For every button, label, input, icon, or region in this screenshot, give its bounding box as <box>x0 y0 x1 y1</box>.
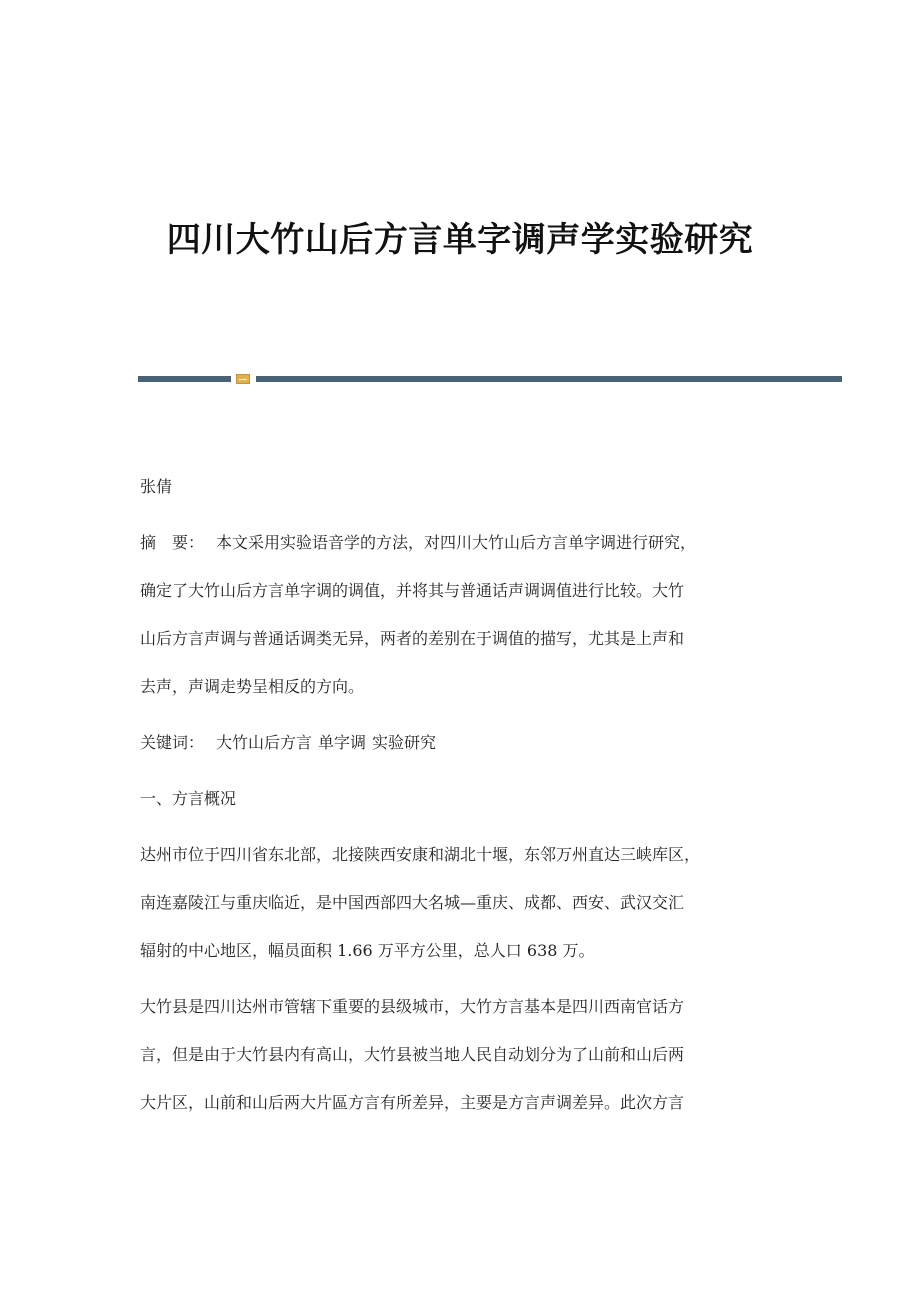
paragraph-line: 辐射的中心地区，幅员面积 1.66 万平方公里，总人口 638 万。 <box>140 941 595 960</box>
abstract-text-line: 确定了大竹山后方言单字调的调值，并将其与普通话声调调值进行比较。大竹 <box>140 581 685 600</box>
section-heading: 一、方言概况 <box>140 789 237 808</box>
author-name: 张倩 <box>140 477 173 496</box>
divider-left-bar <box>138 376 231 382</box>
keyword-item: 实验研究 <box>372 733 437 752</box>
paragraph-line: 南连嘉陵江与重庆临近，是中国西部四大名城—重庆、成都、西安、武汉交汇 <box>140 893 685 912</box>
abstract-label: 摘 要： <box>140 533 205 552</box>
paragraph-line: 言，但是由于大竹县内有高山，大竹县被当地人民自动划分为了山前和山后两 <box>140 1045 685 1064</box>
keyword-item: 单字调 <box>318 733 367 752</box>
paragraph-line: 达州市位于四川省东北部，北接陕西安康和湖北十堰，东邻万州直达三峡库区， <box>140 845 701 864</box>
abstract-text-line: 去声，声调走势呈相反的方向。 <box>140 677 365 696</box>
abstract-text-line: 本文采用实验语音学的方法，对四川大竹山后方言单字调进行研究， <box>216 533 697 552</box>
divider-ornament-icon <box>236 374 250 384</box>
divider-right-bar <box>256 376 842 382</box>
abstract-text-line: 山后方言声调与普通话调类无异，两者的差别在于调值的描写，尤其是上声和 <box>140 629 685 648</box>
document-title: 四川大竹山后方言单字调声学实验研究 <box>166 220 754 260</box>
title-divider <box>138 374 842 384</box>
keywords-line <box>140 730 436 753</box>
keyword-item: 大竹山后方言 <box>216 733 313 752</box>
paragraph-line: 大片区，山前和山后两大片區方言有所差异，主要是方言声调差异。此次方言 <box>140 1093 685 1112</box>
keywords-label: 关键词： <box>140 733 205 752</box>
abstract-first-line <box>140 530 696 553</box>
paragraph-line: 大竹县是四川达州市管辖下重要的县级城市，大竹方言基本是四川西南官话方 <box>140 997 685 1016</box>
